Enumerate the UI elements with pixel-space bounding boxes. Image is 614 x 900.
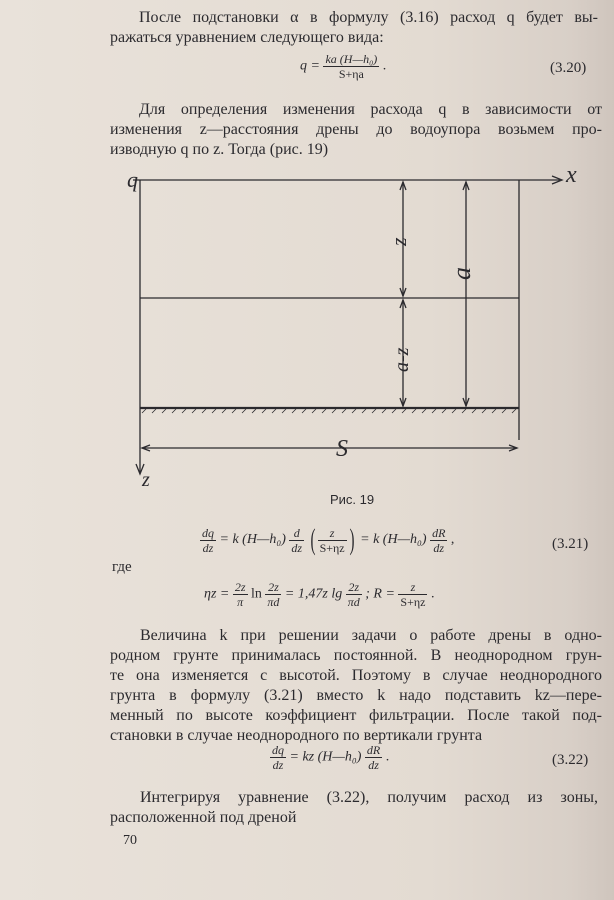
page-number: 70 <box>123 833 137 848</box>
figure-caption: Рис. 19 <box>330 492 375 507</box>
origin-label: q <box>127 167 138 192</box>
paragraph-3-line-5: менный по высоте коэффициент фильтрации. После такой под- <box>110 707 602 724</box>
a-minus-z-label: a-z <box>391 347 413 372</box>
eta-and-r-definitions: ηz = $\frac{2z}{\pi}$ ln $\frac{2z}{\pi d}$ = 1,47z lg $\frac{2z}{\pi d}$ ; R = $\frac{z}{S+\eta z}$ . <box>204 580 435 609</box>
aquiclude-hatching <box>142 409 516 413</box>
equation-3-22: $\frac{dq}{dz}$ = kz (H—h₀) $\frac{dR}{dz}$ . <box>272 743 390 772</box>
paragraph-4-line-1: Интегрируя уравнение (3.22), получим расход из зоны, <box>140 789 598 806</box>
paragraph-1-line-1: После подстановки α в формулу (3.16) расход q будет вы- <box>139 9 598 26</box>
paragraph-2-line-2: изменения z—расстояния дрены до водоупора возьмем про- <box>110 121 602 138</box>
paragraph-3-line-4: грунта в формулу (3.21) вместо k надо подставить kz—пере- <box>110 687 602 704</box>
equation-number-3-22: (3.22) <box>552 752 589 768</box>
paragraph-4-line-2: расположенной под дреной <box>110 809 297 826</box>
paragraph-2-line-1: Для определения изменения расхода q в зависимости от <box>139 101 602 118</box>
equation-number-3-21: (3.21) <box>552 536 589 552</box>
paragraph-3-line-2: родном грунте принималась постоянной. В неоднородном грун- <box>110 647 602 664</box>
where-label: где <box>112 559 132 575</box>
a-label: a <box>447 267 476 280</box>
equation-3-20: q = $\frac{\text{ka (H—h₀)}}{S+\eta a}$ . <box>300 52 387 81</box>
equation-number-3-20: (3.20) <box>550 60 587 76</box>
x-axis-label: x <box>566 162 577 188</box>
z-axis-label: z <box>142 469 150 491</box>
paragraph-1-line-2: ражаться уравнением следующего вида: <box>110 29 384 46</box>
paragraph-2-line-3: изводную q по z. Тогда (рис. 19) <box>110 141 329 158</box>
equation-3-21: $\frac{dq}{dz}$ = k (H—h₀) $\frac{d}{dz}$ ( $\frac{z}{S+\eta z}$ ) = k (H—h₀) $\frac{dR}{dz}$ , <box>202 523 455 556</box>
z-label: z <box>386 237 411 246</box>
paragraph-3-line-3: те она изменяется с высотой. Поэтому в случае неоднородного <box>110 667 602 684</box>
s-label: S <box>336 436 348 462</box>
paragraph-3-line-6: становки в случае неоднородного по вертикали грунта <box>110 727 483 744</box>
paragraph-3-line-1: Величина k при решении задачи о работе дрены в одно- <box>140 627 602 644</box>
